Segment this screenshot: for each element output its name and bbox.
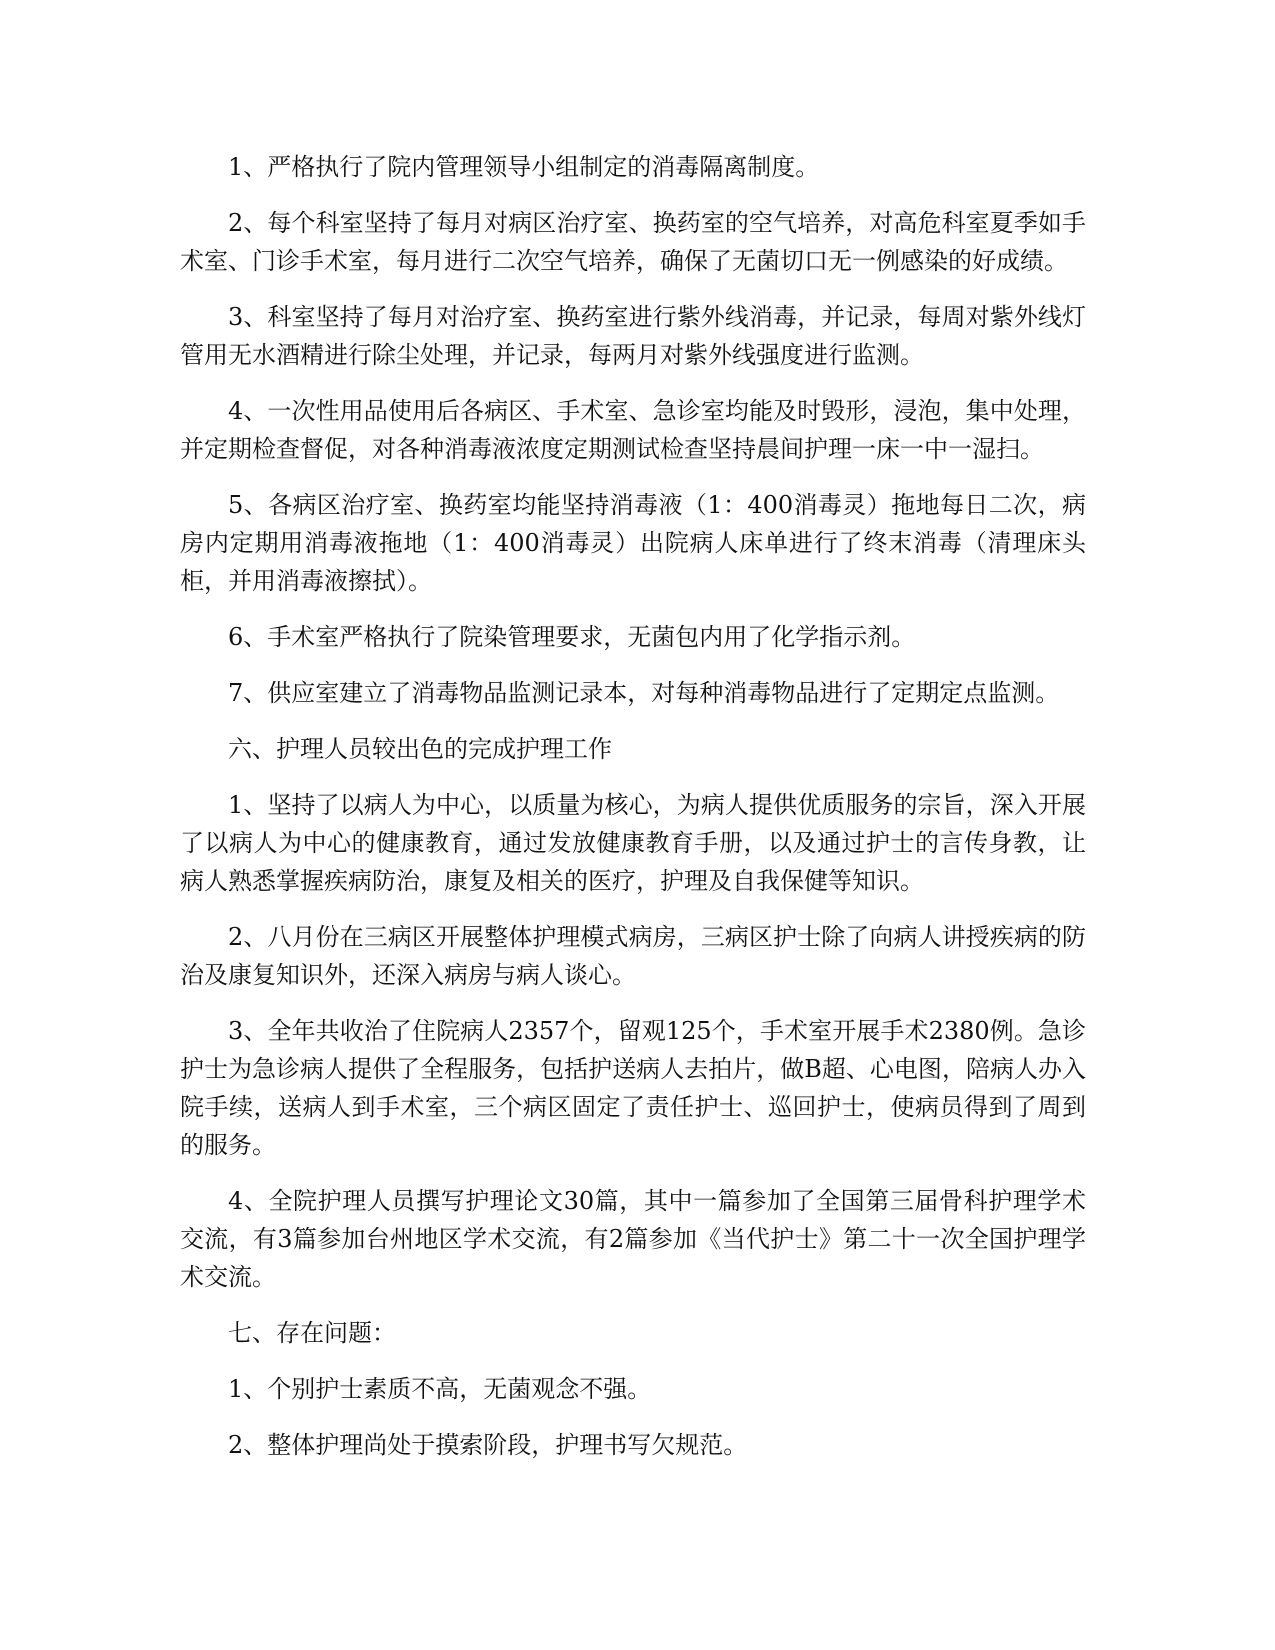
paragraph-13: 2、整体护理尚处于摸索阶段，护理书写欠规范。 [228, 1431, 748, 1459]
paragraph-8: 1、坚持了以病人为中心，以质量为核心，为病人提供优质服务的宗旨，深入开展了以病人为中心的健康教育，通过发放健康教育手册，以及通过护士的言传身教，让病人熟悉掌握疾病防治，康复及相关的医疗，护理及自我保健等知识。 [180, 791, 1086, 895]
paragraph-12: 1、个别护士素质不高，无菌观念不强。 [228, 1375, 652, 1403]
paragraph-7: 7、供应室建立了消毒物品监测记录本，对每种消毒物品进行了定期定点监测。 [228, 679, 1060, 707]
paragraph-11: 4、全院护理人员撰写护理论文30篇，其中一篇参加了全国第三届骨科护理学术交流，有3篇参加台州地区学术交流，有2篇参加《当代护士》第二十一次全国护理学术交流。 [180, 1187, 1086, 1291]
paragraph-6: 6、手术室严格执行了院染管理要求，无菌包内用了化学指示剂。 [228, 623, 916, 651]
paragraph-4: 4、一次性用品使用后各病区、手术室、急诊室均能及时毁形，浸泡，集中处理，并定期检查督促，对各种消毒液浓度定期测试检查坚持晨间护理一床一中一湿扫。 [180, 397, 1086, 463]
section-heading-6: 六、护理人员较出色的完成护理工作 [228, 735, 612, 763]
paragraph-10: 3、全年共收治了住院病人2357个，留观125个，手术室开展手术2380例。急诊护士为急诊病人提供了全程服务，包括护送病人去拍片，做B超、心电图，陪病人办入院手续，送病人到手术室，三个病区固定了责任护士、巡回护士，使病员得到了周到的服务。 [180, 1017, 1086, 1159]
paragraph-9: 2、八月份在三病区开展整体护理模式病房，三病区护士除了向病人讲授疾病的防治及康复知识外，还深入病房与病人谈心。 [180, 923, 1086, 989]
paragraph-3: 3、科室坚持了每月对治疗室、换药室进行紫外线消毒，并记录，每周对紫外线灯管用无水酒精进行除尘处理，并记录，每两月对紫外线强度进行监测。 [180, 303, 1086, 369]
paragraph-5: 5、各病区治疗室、换药室均能坚持消毒液（1：400消毒灵）拖地每日二次，病房内定期用消毒液拖地（1：400消毒灵）出院病人床单进行了终末消毒（清理床头柜，并用消毒液擦拭）。 [180, 491, 1086, 595]
document-body [180, 148, 1086, 1482]
section-heading-7: 七、存在问题： [228, 1319, 396, 1347]
paragraph-2: 2、每个科室坚持了每月对病区治疗室、换药室的空气培养，对高危科室夏季如手术室、门诊手术室，每月进行二次空气培养，确保了无菌切口无一例感染的好成绩。 [180, 209, 1086, 275]
paragraph-1: 1、严格执行了院内管理领导小组制定的消毒隔离制度。 [228, 153, 820, 181]
